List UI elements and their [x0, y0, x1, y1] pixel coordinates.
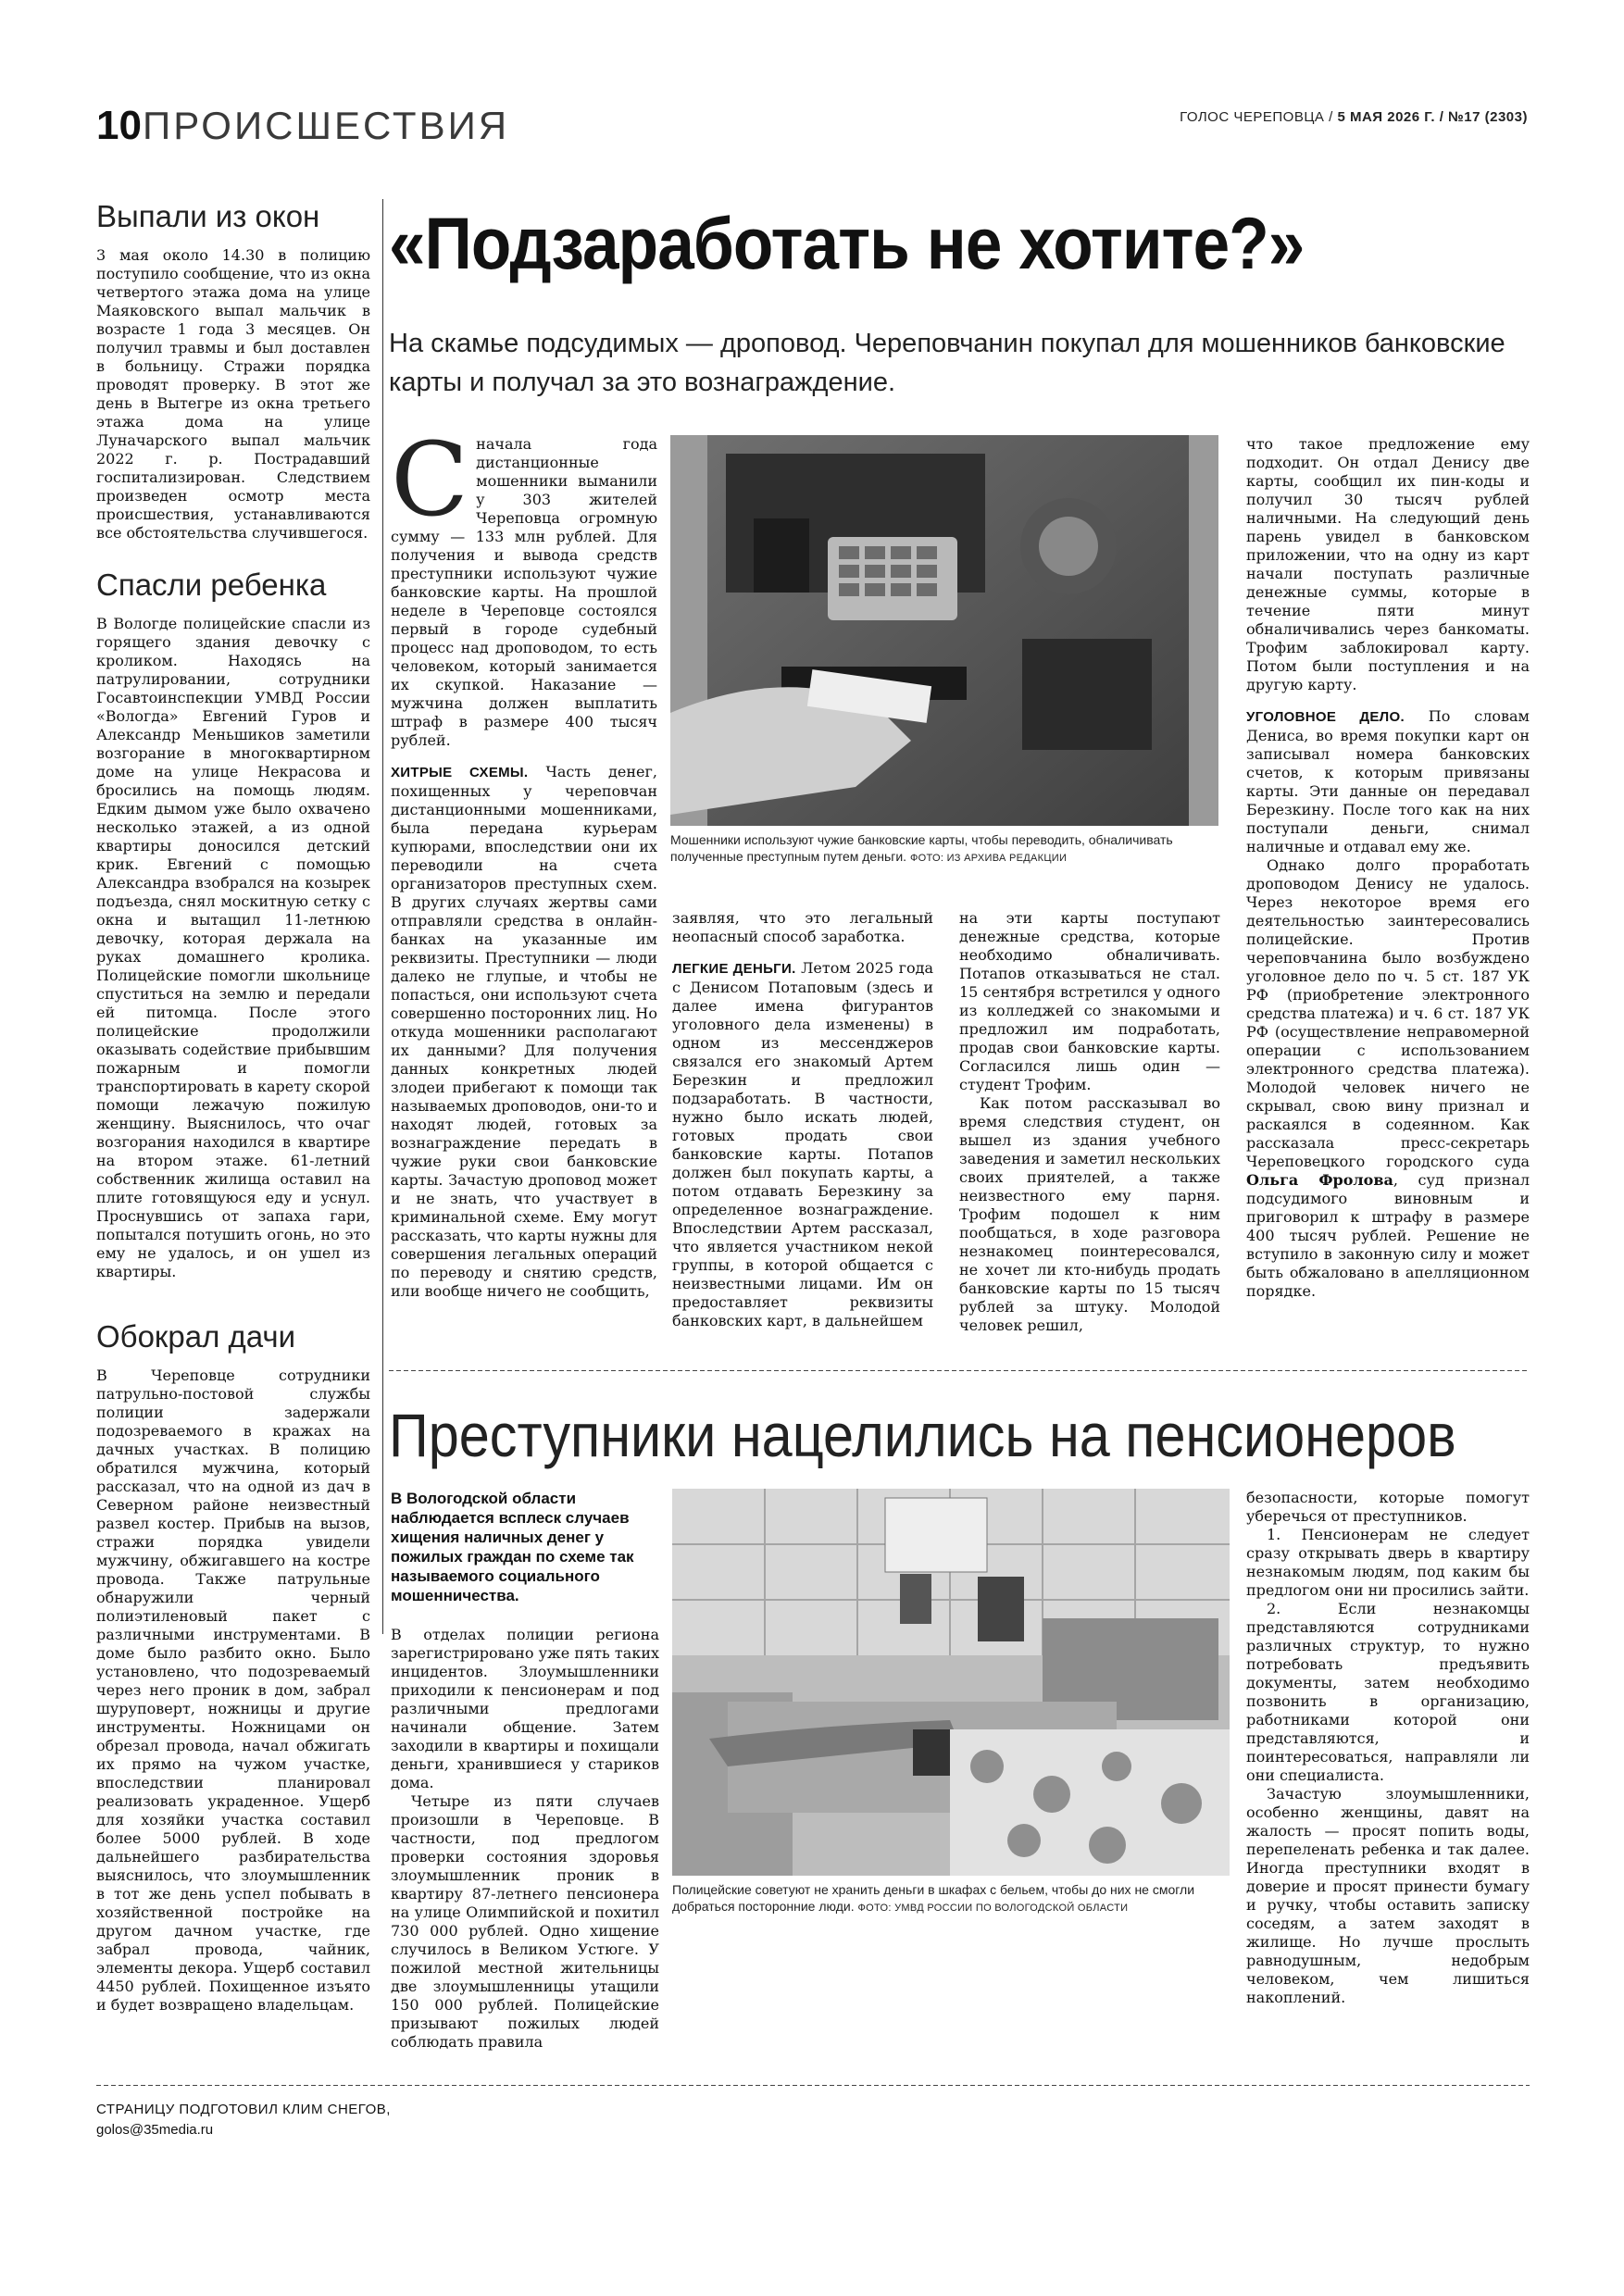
article2-lead: В Вологодской области наблюдается всплеск случаев хищения наличных денег у пожилых граждан по схеме так называемого социального мошенничества.: [391, 1490, 634, 1604]
article2-title: Преступники нацелились на пенсионеров: [389, 1401, 1456, 1469]
subheading: ХИТРЫЕ СХЕМЫ.: [391, 765, 529, 780]
photo-credit: ФОТО: УМВД РОССИИ ПО ВОЛОГОДСКОЙ ОБЛАСТИ: [857, 1903, 1129, 1914]
article-paragraph: Четыре из пяти случаев произошли в Череповце. В частности, под предлогом проверки состояния здоровья злоумышленник проник в квартиру 87-летнего пенсионера на улице Олимпийской и похитил 730 000 рублей. Одно хищение случилось в Великом Устюге. У пожилой местной жительницы две злоумышленницы утащили 150 000 рублей. Полицейские призывают пожилых людей соблюдать правила: [391, 1792, 659, 2051]
sidebar-note-title: Обокрал дачи: [96, 1319, 295, 1354]
safety-tip-1: 1. Пенсионерам не следует сразу открывать дверь в квартиру незнакомым людям, под каким бы предлогом они ни просились зайти.: [1246, 1526, 1530, 1599]
issue-line: [1180, 109, 1528, 125]
page-credit: СТРАНИЦУ ПОДГОТОВИЛ КЛИМ СНЕГОВ,: [96, 2102, 391, 2117]
article-column-2: [672, 909, 933, 1330]
newspaper-name: ГОЛОС ЧЕРЕПОВЦА /: [1180, 109, 1338, 125]
article-paragraph: что такое предложение ему подходит. Он отдал Денису две карты, сообщил их пин-коды и получил 30 тысяч рублей наличными. На следующий день парень увидел в банковском приложении, что на одну из карт начали поступать различные денежные суммы, которые в течение пяти минут обналичивались через банкоматы. Трофим заблокировал карту. Потом были поступления и на другую карту.: [1246, 435, 1530, 693]
article-column-1: [391, 420, 657, 1301]
article-paragraph: Часть денег, похищенных у череповчан дистанционными мошенниками, была передана курьерам купюрами, впоследствии они их переводили на счета организаторов преступных схем. В других случаях жертвы сами отправляли средства в онлайн-банках на указанные им реквизиты. Преступники — люди далеко не глупые, и чтобы не попасться, они используют счета совершенно посторонних лиц. Но откуда мошенники располагают их данными? Для получения данных конкретных людей злодеи прибегают к помощи так называемых дроповодов, они-то и находят людей, готовых за вознаграждение передать в чужие руки свои банковские карты. Зачастую дроповод может и не знать, что участвует в криминальной схеме. Ему могут рассказать, что карты нужны для совершения легальных операций по переводу и снятию средств, или вообще ничего не сообщить,: [391, 763, 657, 1300]
subheading: УГОЛОВНОЕ ДЕЛО.: [1246, 709, 1405, 725]
article-paragraph: Летом 2025 года с Денисом Потаповым (здесь и далее имена фигурантов уголовного дела изменены) в одном из мессенджеров связался его знакомый Артем Березкин и предложил подзаработать. В частности, нужно было искать людей, готовых продать свои банковские карты. Потапов должен был покупать карты, а потом отдавать Березкину за определенное вознаграждение. Впоследствии Артем рассказал, что является участником некой группы, в которой общается с неизвестными лицами. Им он предоставляет реквизиты банковских карт, в дальнейшем: [672, 959, 933, 1329]
photo-caption: [672, 1881, 1230, 1916]
drop-cap: С: [391, 420, 469, 539]
article-paragraph: заявляя, что это легальный неопасный способ заработка.: [672, 909, 933, 945]
sidebar-note-3: [96, 1318, 370, 2015]
sidebar-note-title: Выпали из окон: [96, 199, 320, 233]
article2-column-1: [391, 1489, 659, 2052]
sidebar-note-2: [96, 567, 370, 1281]
article-paragraph: Однако долго проработать дроповодом Денису не удалось. Через некоторое время его деятельностью заинтересовались полицейские. Против череповчанина было возбуждено уголовное дело по ч. 5 ст. 187 УК РФ (приобретение электронного средства платежа) и ч. 6 ст. 187 УК РФ (осуществление неправомерной операции с использованием электронного средства платежа). Молодой человек ничего не скрывал, свою вину признал и раскаялся в содеянном. Как рассказала пресс-секретарь Череповецкого городского суда: [1246, 856, 1530, 1170]
article-paragraph: на эти карты поступают денежные средства, которые необходимо обналичивать. Потапов отказываться не стал. 15 сентября встретился у одного из колледжей со знакомыми и предложил им подработать, продав свои банковские карты. Согласился лишь один — студент Трофим.: [959, 909, 1220, 1093]
atm-photo-image: [670, 435, 1218, 826]
page-number: 10: [96, 103, 142, 148]
sidebar-note-text: В Вологде полицейские спасли из горящего здания девочку с кроликом. Находясь на патрулировании, сотрудники Госавтоинспекции УМВД России «Вологда» Евгений Гуров и Александр Меньшиков заметили возгорание в многоквартирном доме на улице Некрасова и бросились на помощь людям. Едким дымом уже было охвачено несколько этажей, а из одной квартиры доносился детский крик. Евгений с помощью Александра взобрался на козырек подъезда, снял москитную сетку с окна и вытащил 11-летнюю девочку, которая держала на руках домашнего кролика. Полицейские помогли школьнице спуститься на землю и передали ей питомца. После этого полицейские продолжили оказывать содействие прибывшим пожарным и помогли транспортировать в карету скорой помощи лежачую пожилую женщину. Выяснилось, что очаг возгорания находился в квартире на втором этаже. 61-летний собственник жилища оставил на плите готовящуюся еду и уснул. Проснувшись от запаха гари, попытался потушить огонь, но это ему не удалось, и он ушел из квартиры.: [96, 615, 370, 1280]
caption-text: Мошенники используют чужие банковские карты, чтобы переводить, обналичивать полученные преступным путем деньги.: [670, 832, 1173, 864]
sidebar-note-text: 3 мая около 14.30 в полицию поступило сообщение, что из окна четвертого этажа дома на улице Маяковского выпал мальчик в возрасте 1 года 3 месяцев. Он получил травмы и был доставлен в больницу. Стражи порядка проводят проверку. В этот же день в Вытегре из окна третьего этажа дома на улице Луначарского выпал мальчик 2022 г. р. Пострадавший госпитализирован. Следствием произведен осмотр места происшествия, устанавливаются все обстоятельства случившегося.: [96, 246, 370, 542]
article-paragraph: , суд признал подсудимого виновным и приговорил к штрафу в размере 400 тысяч рублей. Решение не вступило в законную силу и может быть обжаловано в апелляционном порядке.: [1246, 1171, 1530, 1300]
article-paragraph: начала года дистанционные мошенники выманили у 303 жителей Череповца огромную сумму — 133 млн рублей. Для получения и вывода средств преступники используют чужие банковские карты. На прошлой неделе в Череповце состоялся первый в городе судебный процесс над дроповодом, то есть человеком, который занимается их скупкой. Наказание — мужчина должен выплатить штраф в размере 400 тысяч рублей.: [391, 435, 657, 749]
editor-email: golos@35media.ru: [96, 2122, 214, 2138]
sidebar-note-1: [96, 198, 370, 543]
article2-column-3: [1246, 1489, 1530, 2007]
article-column-3: [959, 909, 1220, 1335]
section-title: ПРОИСШЕСТВИЯ: [143, 104, 510, 147]
caption-text: Полицейские советуют не хранить деньги в шкафах с бельем, чтобы до них не смогли добраться посторонние люди.: [672, 1882, 1195, 1914]
atm-photo: [670, 435, 1218, 826]
article-paragraph: Как потом рассказывал во время следствия студент, он вышел из здания учебного заведения и заметил нескольких своих приятелей, а также неизвестного ему парня. Трофим подошел к ним пообщаться, в ходе разговора незнакомец поинтересовался, не хочет ли кто-нибудь продать банковские карты по 15 тысяч рублей за штуку. Молодой человек решил,: [959, 1094, 1220, 1334]
issue-date: 5 МАЯ 2026 Г. / №17 (2303): [1337, 109, 1528, 125]
article-lead: На скамье подсудимых — дроповод. Череповчанин покупал для мошенников банковские карты и получал за это вознаграждение.: [389, 329, 1505, 397]
footer-separator: [96, 2085, 1530, 2086]
subheading: ЛЕГКИЕ ДЕНЬГИ.: [672, 961, 796, 977]
sidebar-note-text: В Череповце сотрудники патрульно-постовой службы полиции задержали подозреваемого в кражах на дачных участках. В полицию обратился мужчина, который рассказал, что на одной из дач в Северном районе неизвестный развел костер. Прибыв на вызов, стражи порядка увидели мужчину, обжигавшего на костре провода. Также патрульные обнаружили черный полиэтиленовый пакет с различными инструментами. В доме было разбито окно. Было установлено, что подозреваемый через него проник в дом, забрал шуруповерт, ножницы и другие инструменты. Ножницами он обрезал провода, начал обжигать их прямо на чужом участке, впоследствии планировал реализовать украденное. Ущерб для хозяйки участка составил более 5000 рублей. В ходе дальнейшего разбирательства выяснилось, что злоумышленник в тот же день успел побывать в хозяйственной постройке на другом дачном участке, где забрал провода, чайник, элементы декора. Ущерб составил 4450 рублей. Похищенное изъято и будет возвращено владельцам.: [96, 1366, 370, 2014]
column-divider: [382, 199, 383, 1634]
photo-credit: ФОТО: ИЗ АРХИВА РЕДАКЦИИ: [909, 853, 1068, 864]
article-paragraph: В отделах полиции региона зарегистрировано уже пять таких инцидентов. Злоумышленники приходили к пенсионерам и под различными предлогами начинали общение. Затем заходили в квартиры и похищали деньги, хранившиеся у стариков дома.: [391, 1626, 659, 1791]
spokesperson-name: Ольга Фролова: [1246, 1171, 1393, 1189]
sidebar-note-title: Спасли ребенка: [96, 568, 327, 602]
article-column-4: [1246, 435, 1530, 1301]
safety-tip-2: 2. Если незнакомцы представляются сотрудниками различных структур, то нужно потребовать предъявить документы, затем необходимо позвонить в организацию, работниками которой они представляются, и поинтересоваться, направляли ли они специалиста.: [1246, 1600, 1530, 1784]
article-separator: [389, 1370, 1530, 1371]
kitchen-photo: [672, 1489, 1230, 1876]
article-paragraph: Зачастую злоумышленники, особенно женщины, давят на жалость — просят попить воды, перепеленать ребенка и так далее. Иногда преступники входят в доверие и просят принести бумагу и ручку, чтобы оставить записку соседям, а затем заходят в жилище. Но лучше прослыть равнодушным, недобрым человеком, чем лишиться накоплений.: [1246, 1785, 1530, 2006]
article-paragraph: безопасности, которые помогут уберечься от преступников.: [1246, 1489, 1530, 1525]
article-title: «Подзаработать не хотите?»: [389, 202, 1305, 284]
photo-caption: [670, 831, 1218, 867]
article-paragraph: По словам Дениса, во время покупки карт он записывал номера банковских счетов, к которым привязаны карты. Эти данные он передавал Березкину. После того как на них поступали деньги, снимал наличные и отдавал ему же.: [1246, 707, 1530, 855]
kitchen-photo-image: [672, 1489, 1230, 1876]
